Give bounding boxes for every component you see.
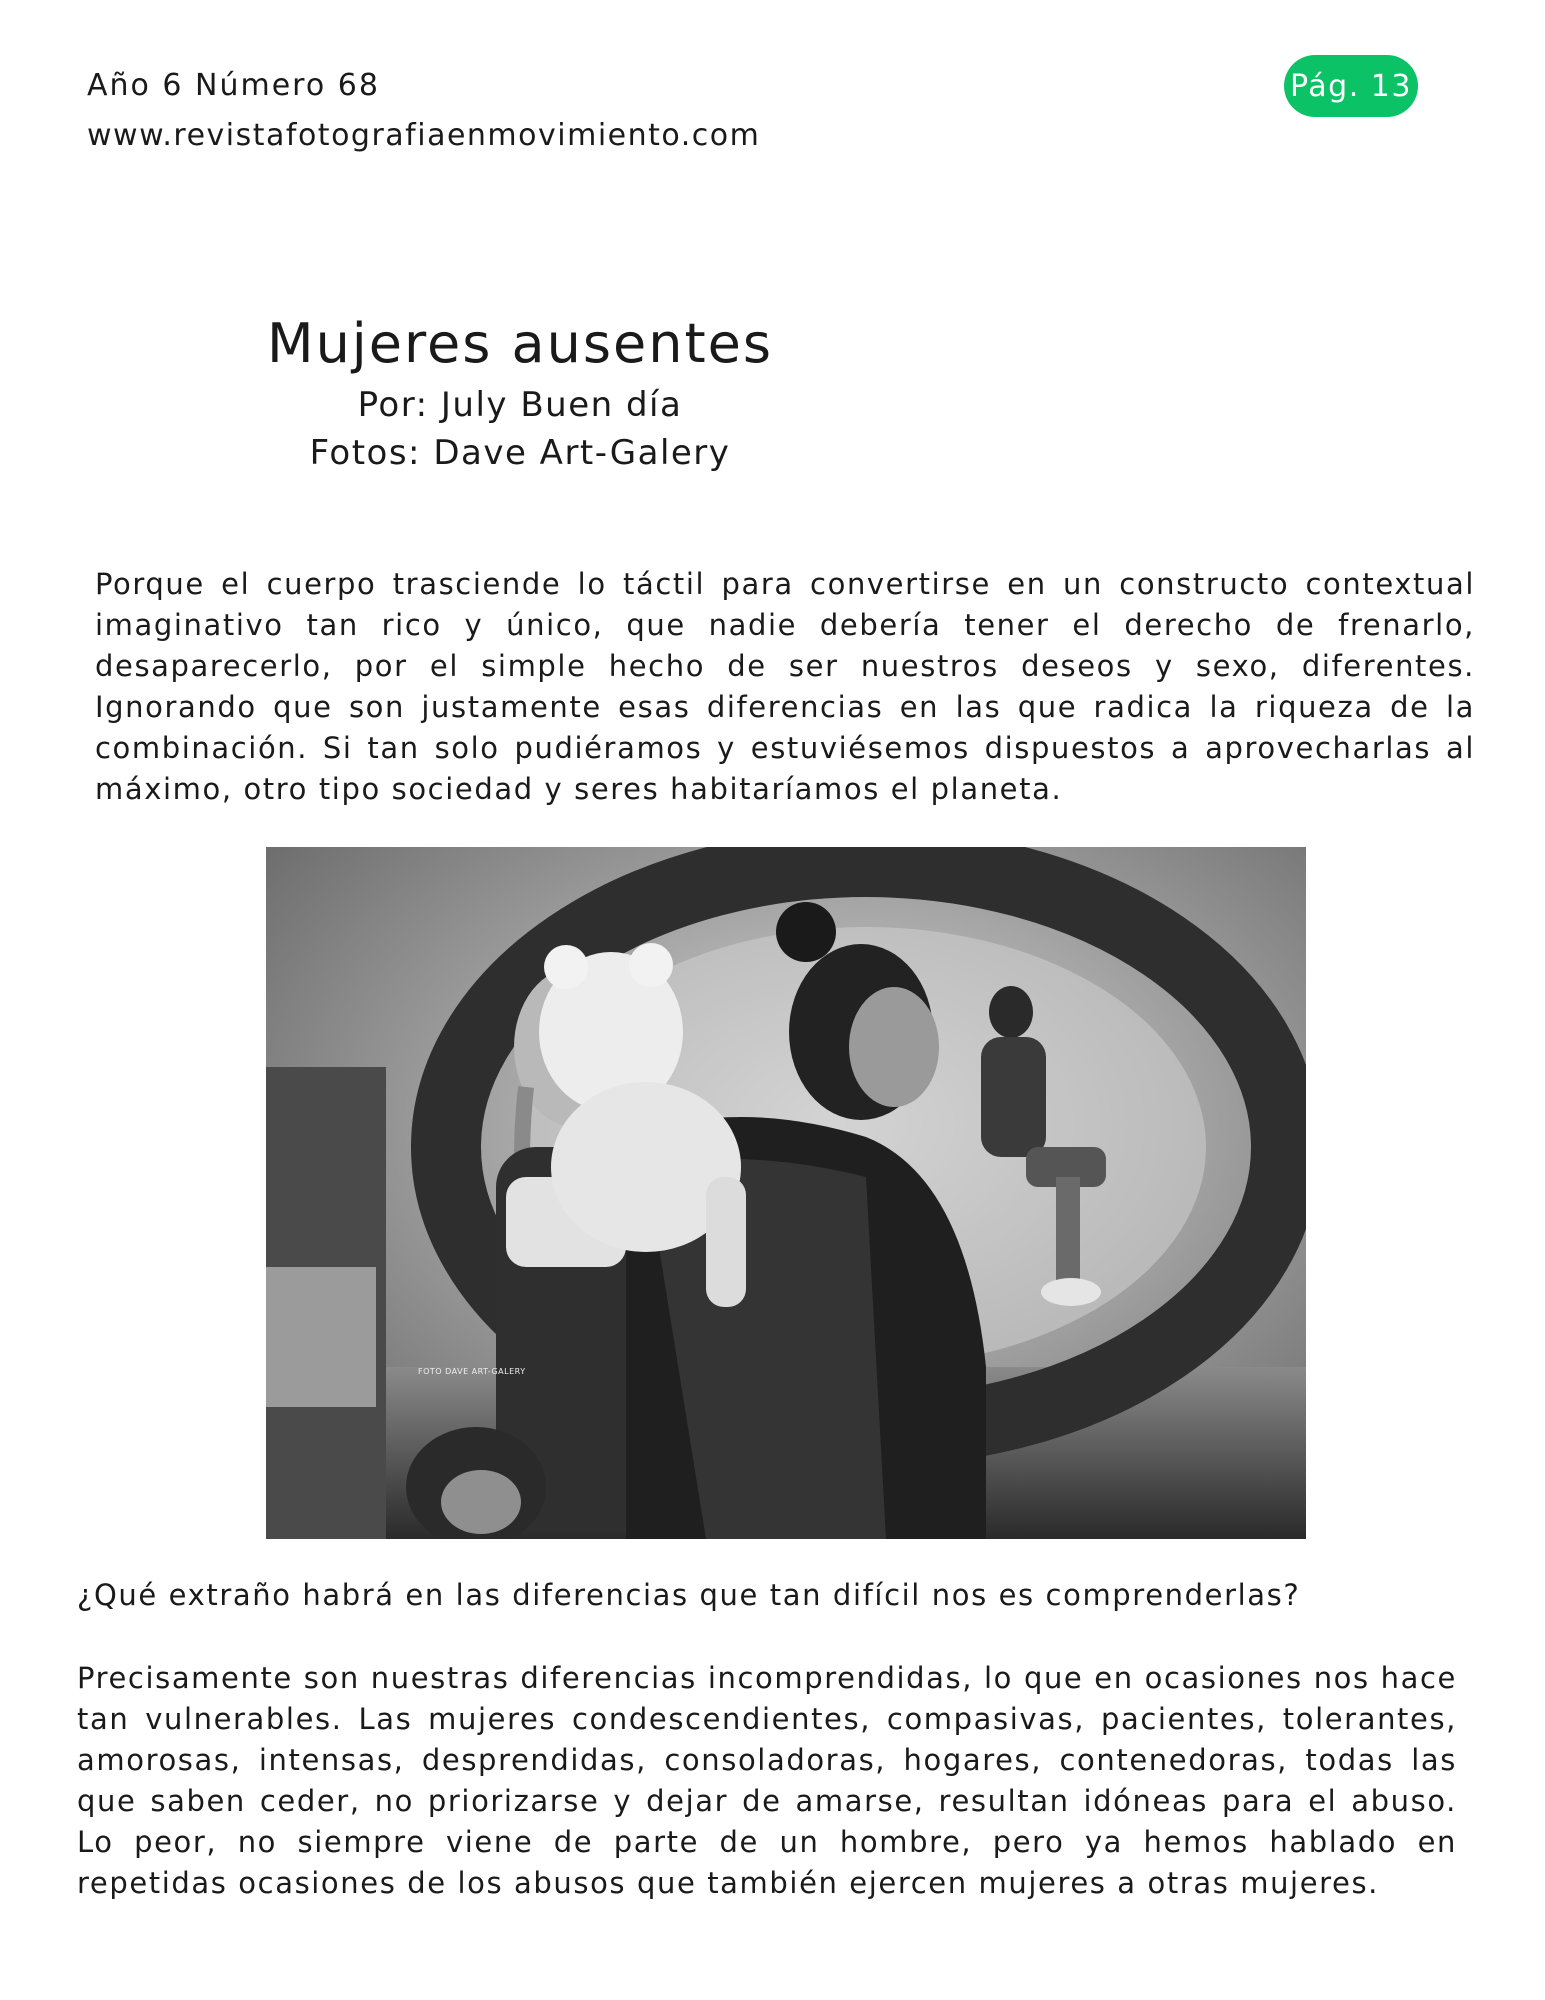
article-photo: [266, 847, 1306, 1539]
article-paragraph-2: Precisamente son nuestras diferencias incomprendidas, lo que en ocasiones nos hace tan vulnerables. Las mujeres condescendientes, compasivas, pacientes, tolerantes, amorosas, intensas, desprendidas, consoladoras, hogares, contenedoras, todas las que saben ceder, no priorizarse y dejar de amarse, resultan idóneas para el abuso. Lo peor, no siempre viene de parte de un hombre, pero ya hemos hablado en repetidas ocasiones de los abusos que también ejercen mujeres a otras mujeres.: [77, 1661, 1457, 1900]
website-url[interactable]: www.revistafotografiaenmovimiento.com: [87, 118, 761, 153]
photo-watermark: FOTO DAVE ART-GALERY: [418, 1367, 526, 1376]
page-number-badge: Pág. 13: [1284, 55, 1418, 117]
article-author: Por: July Buen día: [357, 385, 683, 425]
article-paragraph-1: Porque el cuerpo trasciende lo táctil para convertirse en un constructo contextual imaginativo tan rico y único, que nadie debería tener el derecho de frenarlo, desaparecerlo, por el simple hecho de ser nuestros deseos y sexo, diferentes. Ignorando que son justamente esas diferencias en las que radica la riqueza de la combinación. Si tan solo pudiéramos y estuviésemos dispuestos a aprovecharlas al máximo, otro tipo sociedad y seres habitaríamos el planeta.: [95, 567, 1475, 806]
article-title: Mujeres ausentes: [266, 312, 773, 375]
issue-number: Año 6 Número 68: [87, 68, 380, 103]
article-question: ¿Qué extraño habrá en las diferencias que tan difícil nos es comprenderlas?: [77, 1578, 1301, 1612]
photo-illustration: [266, 847, 1306, 1539]
photo-credit: Fotos: Dave Art-Galery: [309, 433, 731, 473]
